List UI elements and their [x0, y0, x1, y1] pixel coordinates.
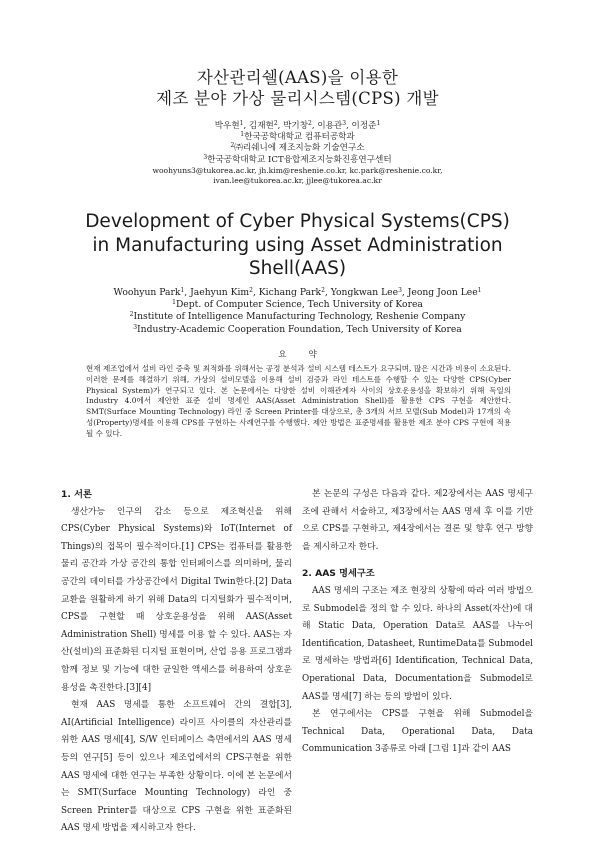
- korean-author: 박기창: [283, 121, 309, 131]
- english-author-list: Woohyun Park$^1$, Jaehyun Kim$^2$, Kichang Park$^2$, Yongkwan Lee$^3$, Jeong Joon Lee$^1$: [113, 287, 482, 298]
- korean-title-line-1: 자산관리쉘(AAS)을 이용한: [196, 68, 399, 87]
- abstract-text: 현재 제조업에서 설비 라인 증축 및 최적화를 위해서는 공정 분석과 설비 시스템 테스트가 요구되며, 많은 시간과 비용이 소요된다. 이러한 문제를 해결하기 위해, 가상의 설비모델을 이용해 설비 검증과 라인 테스트를 수행할 수 있는 다양한 CPS(Cyber Physical System)가 연구되고 있다. 본 논문에서는 다양한 설비 이해관계자 사이의 상호운용성을 확보하기 위해 독일의 Industry 4.0에서 제안한 표준 설비 명세인 AAS(Asset Administration Shell)를 활용한 CPS 구현을 제안한다. SMT(Surface Mounting Technology) 라인 중 Screen Printer를 대상으로, 총 3개의 서브 모델(Sub Model)과 17개의 속성(Property)명세를 이용해 CPS를 구현하는 사례연구를 수행했다. 제안 방법은 표준명세를 활용한 제조 분야 CPS 구현에 적용될 수 있다.: [86, 364, 511, 438]
- english-author: Kichang Park: [258, 287, 322, 298]
- english-author: Woohyun Park: [113, 287, 181, 298]
- section-1-paragraph-2: 현재 AAS 명세를 통한 소프트웨어 간의 결합[3], AI(Artificial Intelligence) 라이프 사이클의 자산관리를 위한 AAS 명세[4], S/W 인터페이스 측면에서의 AAS 명세 등의 연구[5] 등이 있으나 제조업에서의 CPS구현을 위한 AAS 명세에 대한 연구는 부족한 상황이다. 이에 본 논문에서는 SMT(Surface Mounting Technology) 라인 중 Screen Printer를 대상으로 CPS 구현을 위한 표준화된 AAS 명세 방법을 제시하고자 한다.: [61, 700, 292, 834]
- abstract-body: [86, 364, 511, 440]
- left-column: [61, 486, 292, 838]
- section-2-paragraph-2: 본 연구에서는 CPS를 구현을 위해 Submodel을 Technical Data, Operational Data, Data Communication 3종류로 아래 [그림 1]과 같이 AAS: [302, 709, 533, 755]
- right-column: [302, 486, 533, 759]
- korean-author: 박우현: [214, 121, 240, 131]
- korean-affiliation-3: $^3$한국공학대학교 ICT융합제조지능화진흥연구센터: [203, 153, 392, 165]
- english-author: Jeong Joon Lee: [407, 287, 478, 298]
- english-title-line-3: Shell(AAS): [248, 258, 347, 279]
- korean-affiliation-1: $^1$한국공학대학교 컴퓨터공학과: [240, 131, 355, 143]
- english-author: Yongkwan Lee: [330, 287, 399, 298]
- korean-author: 이용관: [317, 121, 343, 131]
- korean-authors-block: [0, 121, 595, 187]
- korean-author-list: 박우현$^1$, 김재현$^2$, 박기창$^2$, 이용관$^3$, 이정준$^1$: [214, 120, 381, 131]
- english-authors-block: [0, 287, 595, 336]
- section-2-paragraph-1: AAS 명세의 구조는 제조 현장의 상황에 따라 여러 방법으로 Submodel을 정의 할 수 있다. 하나의 Asset(자산)에 대해 Static Data, Operation Data로 AAS를 나누어 Identification, Datasheet, RuntimeData를 Submodel로 명세하는 방법과[6] Identification, Technical Data, Operational Data, Documentation을 Submodel로 AAS를 명세[7] 하는 등의 방법이 있다.: [302, 585, 533, 702]
- email-line-2: ivan.lee@tukorea.ac.kr, jjlee@tukorea.ac.kr: [213, 176, 382, 186]
- korean-title: [0, 67, 595, 109]
- section-1-paragraph-1: 생산가능 인구의 감소 등으로 제조혁신을 위해 CPS(Cyber Physical Systems)와 IoT(Internet of Things)의 접목이 필수적이다.[1] CPS는 컴퓨터를 활용한 물리 공간과 가상 공간의 통합 인터페이스를 의미하며, 물리공간의 데이터를 가상공간에서 Digital Twin한다.[2] Data교환을 원활하게 하기 위해 Data의 디지털화가 필수적이며, CPS를 구현할 때 상호운용성을 위해 AAS(Asset Administration Shell) 명세를 이용 할 수 있다. AAS는 자산(설비)의 표준화된 디지털 표현이며, 산업 응용 프로그램과 함께 정보 및 기능에 대한 균일한 액세스를 허용하여 상호운용성을 촉진한다.[3][4]: [61, 506, 292, 693]
- email-line-1: woohyuns3@tukorea.ac.kr, jh.kim@reshenie.co.kr, kc.park@reshenie.co.kr,: [152, 165, 443, 175]
- english-title-line-1: Development of Cyber Physical Systems(CPS): [85, 211, 510, 232]
- section-2-title: 2. AAS 명세구조: [302, 568, 375, 580]
- english-affiliation-2: $^2$Institute of Intelligence Manufacturing Technology, Reshenie Company: [129, 311, 466, 323]
- english-affiliation-3: $^3$Industry-Academic Cooperation Foundation, Tech University of Korea: [133, 323, 462, 335]
- english-affiliation-1: $^1$Dept. of Computer Science, Tech University of Korea: [172, 299, 423, 311]
- abstract-heading: 요약: [278, 350, 339, 360]
- english-title: [0, 210, 595, 281]
- korean-author: 이정준: [351, 121, 377, 131]
- korean-title-line-2: 제조 분야 가상 물리시스템(CPS) 개발: [156, 89, 439, 108]
- section-1-paragraph-3: 본 논문의 구성은 다음과 같다. 제2장에서는 AAS 명세구조에 관해서 서술하고, 제3장에서는 AAS 명세 후 이를 기반으로 CPS를 구현하고, 제4장에서는 결론 및 향후 연구 방향을 제시하고자 한다.: [302, 489, 533, 552]
- korean-affiliation-2: $^2$㈜리쉐니에 제조지능화 기술연구소: [230, 142, 365, 154]
- section-1-title: 1. 서론: [61, 489, 92, 500]
- korean-author: 김재현: [248, 121, 274, 131]
- english-title-line-2: in Manufacturing using Asset Administration: [92, 234, 503, 256]
- english-author: Jaehyun Kim: [190, 287, 250, 298]
